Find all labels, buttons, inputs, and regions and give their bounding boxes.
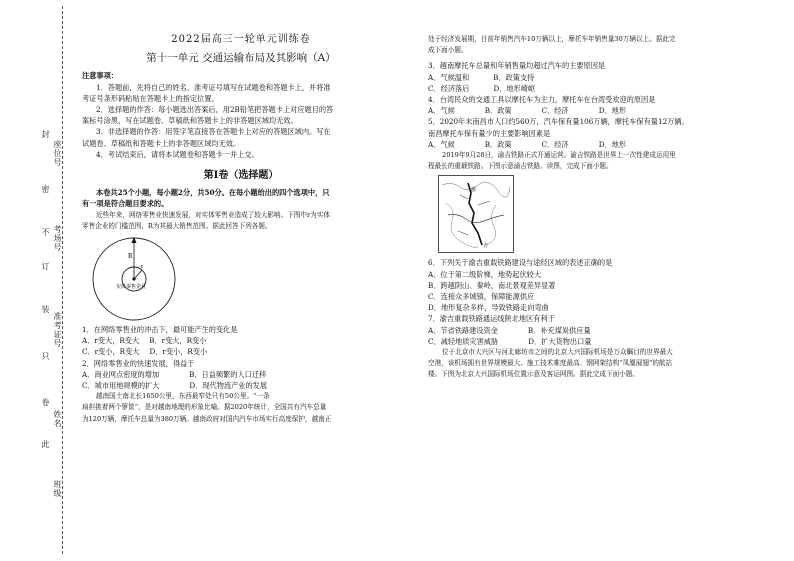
options-4 [428,105,780,116]
unit-title: 第十一单元 交通运输布局及其影响（A） [146,52,336,65]
option-7b[interactable]: B．补充煤炭供应量 [527,325,591,335]
question-4: 4．台湾民众的交通工具以摩托车为主力，摩托车在台湾受欢迎的原因是 [428,95,656,105]
notice-heading: 注意事项： [82,71,118,81]
binding-margin [0,0,70,561]
question-2: 2．网络零售业的快速发展，得益于 [82,358,195,368]
option-2c[interactable]: C．城市用地规模的扩大 [82,381,160,391]
option-1c[interactable]: C．r变小，R变大 [82,347,140,357]
options-2-row1 [82,369,400,380]
cut-line [62,6,63,554]
stem-retail: 零售企业的门槛范围，R为其最大销售范围。据此回答下列各题。 [82,221,272,230]
option-1d[interactable]: D．r变小，R变小 [149,347,208,357]
option-3a[interactable]: A．气候温和 [428,72,470,82]
section-title: 第Ⅰ卷（选择题） [203,170,279,182]
notice-item: 2．选择题的作答：每小题选出答案后，用2B铅笔把答题卡上对应题目的答 [96,105,334,115]
question-5-cont: 南昌摩托车保有量少的主要影响因素是 [428,128,551,138]
label-store: 实体零售企业 [116,284,147,291]
margin-label-feng: 封 [41,130,50,139]
option-2a[interactable]: A．商业网点密度的增加 [82,369,160,379]
option-6b[interactable]: B．跨越阴山、秦岭，南北景观差异显著 [428,280,556,290]
option-1b[interactable]: B．r变大，R变小 [149,336,207,346]
stem-airport: 位于北京市大兴区与河北廊坊市之间的北京大兴国际机场是万众瞩目的世界最大 [442,348,673,357]
option-2d[interactable]: D．现代物流产业的发展 [189,381,268,391]
options-1-row1 [82,335,400,346]
field-name: 姓名 [53,410,62,428]
stem-airport: 楼。下图为北京大兴国际机场位置示意及客运网图。据此完成下面小题。 [428,370,639,379]
notice-item: 3．非选择题的作答：用签字笔直接答在答题卡上对应的答题区域内。写在 [96,127,331,137]
margin-label-mi: 密 [41,185,50,194]
field-ticket-number: 准考证号 [53,312,62,348]
question-6: 6．下列关于渝吉重载铁路建设与途经区域的表述正确的是 [428,258,613,268]
question-7: 7．渝吉重载铁路通运线陕北地区有利于 [428,314,555,324]
options-1-row2 [82,346,400,357]
option-4d[interactable]: D．地形 [598,106,627,116]
option-5c[interactable]: C．经济 [541,139,569,149]
option-6d[interactable]: D．地形复杂多样，导致铁路走向弯曲 [428,303,549,313]
railway-map [438,175,514,253]
options-3-row1 [428,72,780,83]
notice-item: 考证号条形码粘贴在答题卡上的指定位置。 [82,93,219,103]
stem-retail: 近些年来，网络零售业快速发展，对实体零售业造成了较大影响。下图中r为实体 [96,210,330,219]
option-4b[interactable]: B．政策 [484,106,512,116]
field-seat-number: 座位号 [53,140,62,167]
stem-railway: 程最长的重载铁路。下图示意渝吉铁路。读图，完成下面小题。 [428,162,613,171]
question-3: 3．越南摩托车总量和年销售量均超过汽车的主要原因是 [428,61,606,71]
margin-label-bu: 不 [41,228,50,237]
option-6a[interactable]: A．位于第二级阶梯，地势起伏较大 [428,269,542,279]
field-class: 班级 [53,480,62,498]
stem-vietnam-cont: 成下面小题。 [428,46,468,55]
margin-label-zhuang: 装 [41,305,50,314]
notice-item: 1．答题前，先将自己的姓名、准考证号填写在试题卷和答题卡上，并将准 [96,82,331,92]
options-7-row2 [428,336,780,347]
option-7a[interactable]: A．节省铁路建设资金 [428,325,498,335]
option-4a[interactable]: A．气候 [428,106,455,116]
stem-vietnam: 越南国土南北长1650公里，东西最窄处只有50公里。“一条 [96,392,270,401]
radius-r-line [134,270,142,279]
field-exam-room: 考场号 [53,225,62,252]
stem-vietnam: 为120万辆，摩托车总量为380万辆。越南政府对国内汽车市场实行高度保护，越南正 [82,414,332,423]
notice-item: 案标号涂黑，写在试题卷、草稿纸和答题卡上的非答题区域均无效。 [82,116,298,126]
options-7-row1 [428,325,780,336]
margin-label-ci: 此 [41,440,50,449]
stem-railway: 2019年9月28日，渝吉铁路正式开通运营。渝吉铁路是世界上一次性建成运用里 [442,151,676,160]
section-intro: 有一项是符合题目要求的。 [82,199,169,209]
option-4c[interactable]: C．经济 [541,106,569,116]
exam-title: 2022届高三一轮单元训练卷 [171,34,311,45]
option-3b[interactable]: B．政策支持 [493,72,535,82]
stem-vietnam: 扁担挑着两个箩筐”，是对越南地理的形象比喻。据2020年统计，全国共有汽车总量 [82,403,327,412]
margin-label-juan: 卷 [41,398,50,407]
section-intro: 本卷共25个小题，每小题2分，共50分。在每小题给出的四个选项中，只 [96,188,330,198]
option-3d[interactable]: D．地形崎岖 [493,83,536,93]
option-7d[interactable]: D．扩大货物出口量 [528,336,592,346]
label-r: r [141,264,143,271]
map-label-start: 渝 [471,187,477,194]
margin-label-ding: 订 [41,262,50,271]
option-6c[interactable]: C．连接众多城镇，保障能源供应 [428,292,535,302]
notice-item: 试题卷、草稿纸和答题卡上的非答题区域均无效。 [82,138,241,148]
question-5: 5．2020年末南昌市人口约560万，汽车保有量106万辆，摩托车保有量12万辆。 [428,117,689,127]
options-3-row2 [428,83,780,94]
left-column [82,0,400,425]
retail-range-diagram [86,232,236,324]
stem-airport: 空港，该机场拥有世界规模最大、施工技术难度最高、钢网架结构“凤凰展翅”的航站 [428,359,673,368]
label-R: R [128,252,133,261]
options-5 [428,139,780,150]
margin-label-zhi: 只 [41,352,50,361]
stem-vietnam-cont: 处于经济发展期，目前年销售汽车10万辆以上，摩托车年销售量30万辆以上。据此完 [428,35,676,43]
options-2-row2 [82,380,400,391]
option-5a[interactable]: A．气候 [428,139,455,149]
option-3c[interactable]: C．经济落后 [428,83,470,93]
option-7c[interactable]: C．减轻地质灾害威胁 [428,336,499,346]
notice-item: 4．考试结束后，请将本试题卷和答题卡一并上交。 [96,149,259,159]
question-1: 1．在网络零售业的冲击下，最可能产生的变化是 [82,325,238,335]
option-5b[interactable]: B．政策 [484,139,512,149]
option-1a[interactable]: A．r变大，R变大 [82,336,140,346]
option-2b[interactable]: B．日益频繁的人口迁移 [189,369,267,379]
option-5d[interactable]: D．地形 [598,139,627,149]
map-label-end: 吉 [483,243,489,250]
right-column [428,0,780,381]
